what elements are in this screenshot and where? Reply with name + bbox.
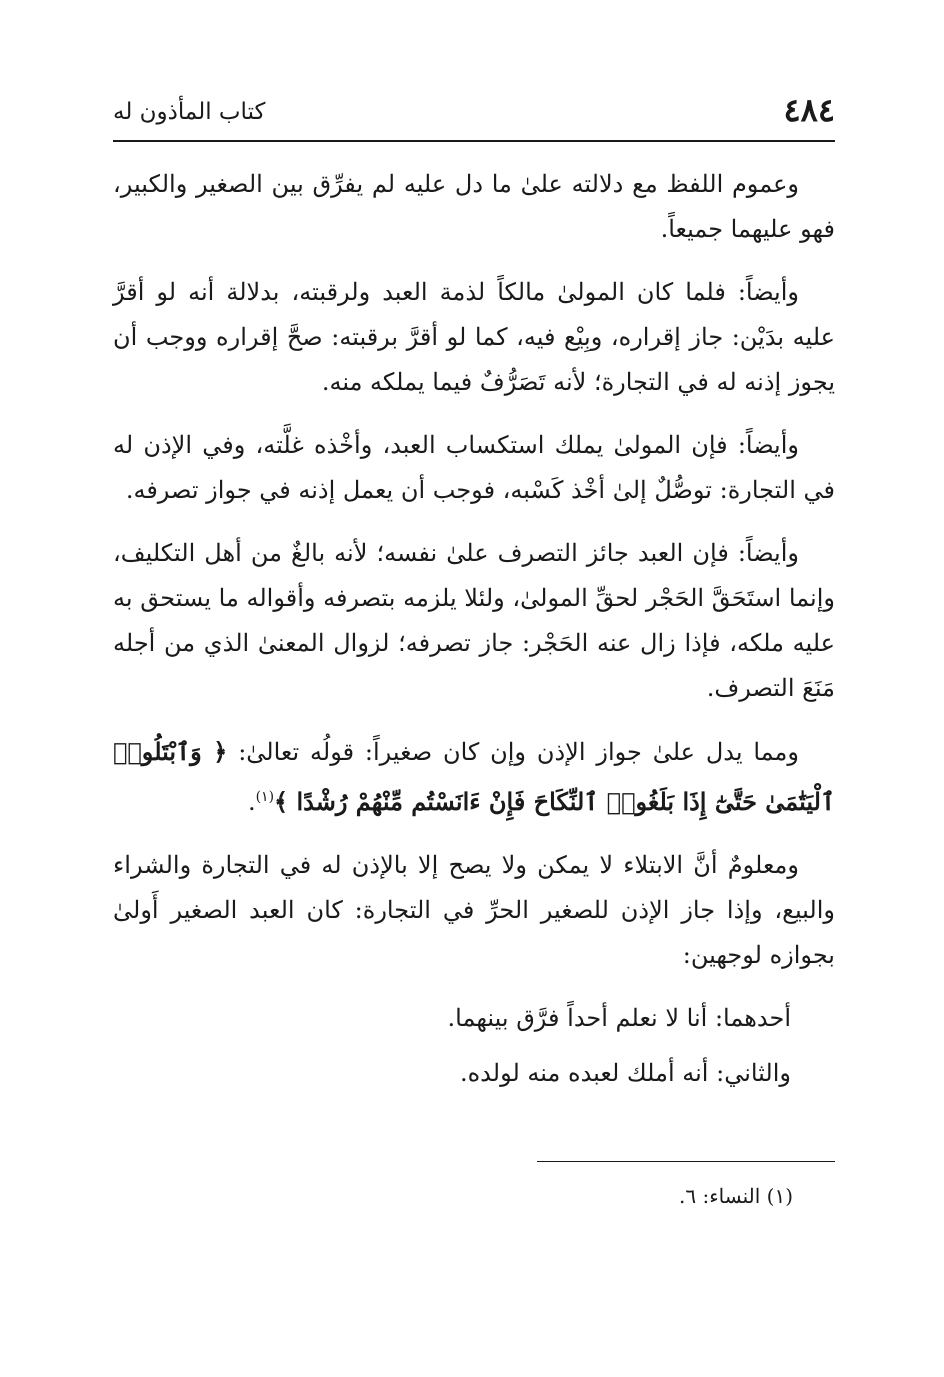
header-rule bbox=[113, 140, 835, 142]
footnote-marker: (١) bbox=[255, 789, 275, 805]
paragraph: وأيضاً: فإن العبد جائز التصرف علىٰ نفسه؛ لأنه بالغٌ من أهل التكليف، وإنما استَحَقَّ الحَجْر لحقِّ المولىٰ، ولئلا يلزمه بتصرفه وأقواله ما يستحق به عليه ملكه، فإذا زال عنه الحَجْر: جاز تصرفه؛ لزوال المعنىٰ الذي من أجله مَنَعَ التصرف. bbox=[113, 539, 835, 702]
running-title: كتاب المأذون له bbox=[113, 99, 266, 125]
footnote-rule bbox=[537, 1161, 835, 1162]
point-two: والثاني: أنه أملك لعبده منه لولده. bbox=[459, 1059, 791, 1087]
quran-verse: ﴿ وَٱبْتَلُوا۟ ٱلْيَتَٰمَىٰ حَتَّىٰٓ إِذَا بَلَغُوا۟ ٱلنِّكَاحَ فَإِنْ ءَانَسْتُم مِّنْهُمْ رُشْدًا ﴾ bbox=[113, 737, 835, 816]
paragraph: ومعلومٌ أنَّ الابتلاء لا يمكن ولا يصح إلا بالإذن له في التجارة والشراء والبيع، وإذا جاز الإذن للصغير الحرِّ في التجارة: كان العبد الصغير أَولىٰ بجوازه لوجهين: bbox=[113, 851, 835, 969]
main-text bbox=[113, 162, 835, 1106]
paragraph: وأيضاً: فإن المولىٰ يملك استكساب العبد، وأخْذه غلَّته، وفي الإذن له في التجارة: توصُّلٌ إلىٰ أخْذ كَسْبه، فوجب أن يعمل إذنه في جواز تصرفه. bbox=[113, 431, 835, 504]
point-one: أحدهما: أنا لا نعلم أحداً فرَّق بينهما. bbox=[447, 1004, 791, 1032]
page-number: ٤٨٤ bbox=[783, 91, 835, 129]
paragraph: وأيضاً: فلما كان المولىٰ مالكاً لذمة العبد ولرقبته، بدلالة أنه لو أقرَّ عليه بدَيْن: جاز إقراره، وبِيْع فيه، كما لو أقرَّ برقبته: صحَّ إقراره ووجب أن يجوز إذنه له في التجارة؛ لأنه تَصَرُّفٌ فيما يملكه منه. bbox=[113, 278, 835, 396]
paragraph: وعموم اللفظ مع دلالته علىٰ ما دل عليه لم يفرِّق بين الصغير والكبير، فهو عليهما جميعاً. bbox=[113, 170, 835, 243]
page-header bbox=[113, 88, 835, 138]
verse-paragraph bbox=[113, 729, 835, 825]
footnote: (١) النساء: ٦. bbox=[679, 1184, 793, 1208]
verse-intro: ومما يدل علىٰ جواز الإذن وإن كان صغيراً: قولُه تعالىٰ: bbox=[227, 738, 800, 766]
verse-end-punctuation: . bbox=[247, 788, 256, 816]
